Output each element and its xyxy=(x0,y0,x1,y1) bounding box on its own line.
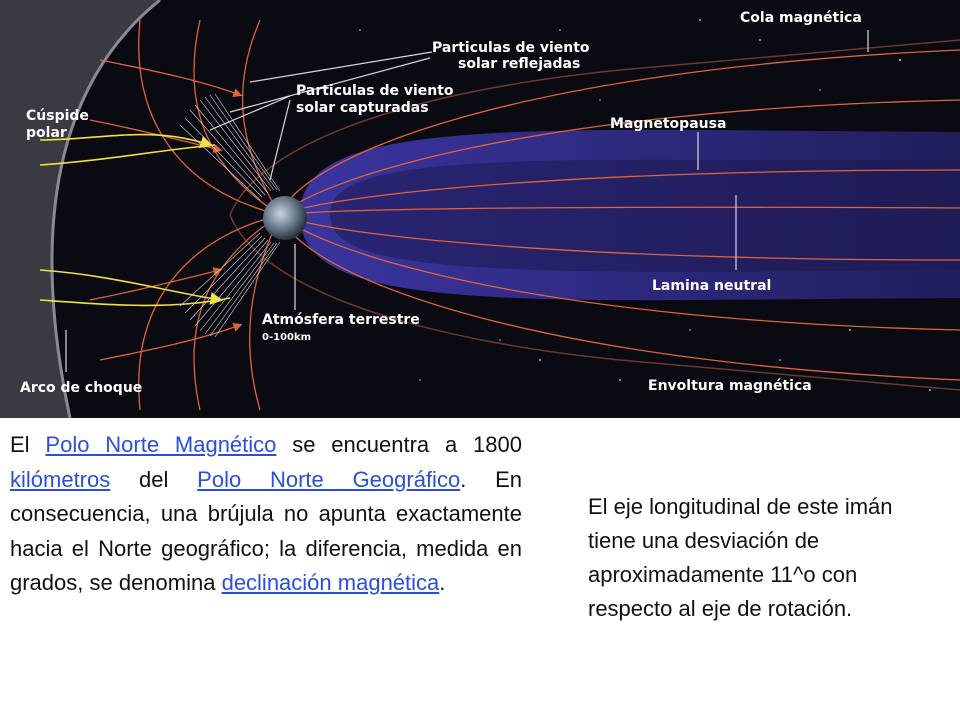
label-cola-magnetica: Cola magnética xyxy=(740,10,862,26)
label-particulas-capturadas-1: Particulas de viento xyxy=(296,83,454,99)
label-cuspide-2: polar xyxy=(26,125,67,141)
label-atmosfera: Atmósfera terrestre xyxy=(262,312,420,328)
link-polo-norte-geografico[interactable]: Polo Norte Geográfico xyxy=(197,466,461,492)
label-lamina-neutral: Lamina neutral xyxy=(652,278,772,294)
label-cuspide-1: Cúspide xyxy=(26,108,89,124)
label-atmosfera-rango: 0-100km xyxy=(262,332,312,343)
link-polo-norte-magnetico[interactable]: Polo Norte Magnético xyxy=(45,432,277,457)
label-envoltura: Envoltura magnética xyxy=(648,378,812,394)
label-particulas-reflejadas-2: solar reflejadas xyxy=(458,56,581,72)
label-particulas-reflejadas-1: Particulas de viento xyxy=(432,40,590,56)
link-declinacion-magnetica[interactable]: declinación magnética xyxy=(221,570,440,595)
label-arco-choque: Arco de choque xyxy=(20,380,143,396)
earth xyxy=(263,196,307,240)
inner-tail-cavity xyxy=(330,160,960,272)
left-paragraph xyxy=(10,428,522,601)
left-paragraph-text-5: . xyxy=(439,570,446,595)
right-paragraph: El eje longitudinal de este imán tiene una desviación de aproximadamente 11^o con respecto al eje de rotación. xyxy=(588,494,893,621)
left-paragraph-text-3: del xyxy=(110,466,198,492)
label-particulas-capturadas-2: solar capturadas xyxy=(296,100,429,116)
link-kilometros[interactable]: kilómetros xyxy=(10,466,111,492)
left-paragraph-text-1: El xyxy=(10,432,46,457)
left-paragraph-text-4: . En consecuencia, una brújula no apunta exactamente hacia el Norte geográfico; la diferencia, medida en grados, se denomina xyxy=(10,466,522,595)
label-magnetopausa: Magnetopausa xyxy=(610,116,727,132)
left-paragraph-text-2: se encuentra a 1800 xyxy=(276,432,522,457)
